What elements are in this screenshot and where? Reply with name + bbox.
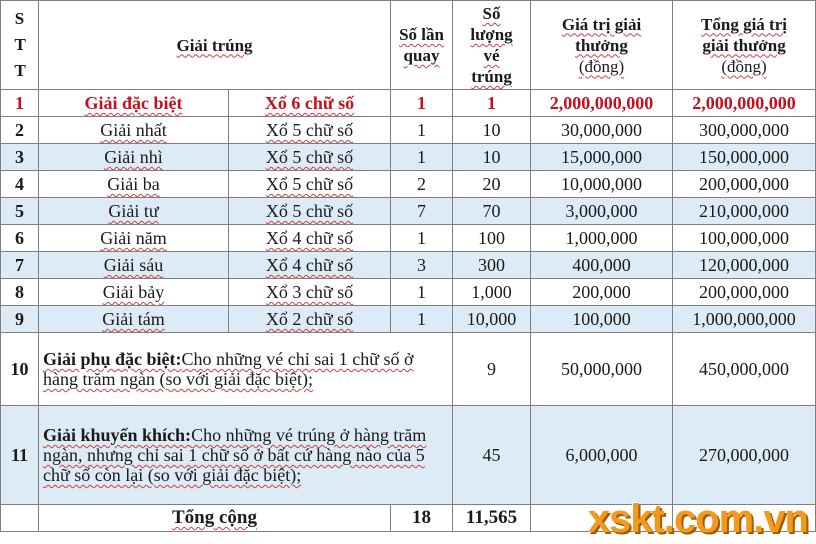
cell-type bbox=[229, 90, 391, 117]
cell-prize-text: Giải năm bbox=[100, 228, 167, 248]
cell-value bbox=[531, 117, 673, 144]
cell-stt-text: 3 bbox=[15, 147, 24, 167]
cell-draws bbox=[391, 279, 453, 306]
cell-prize bbox=[39, 90, 229, 117]
cell-prize bbox=[39, 306, 229, 333]
cell-stt-text: 7 bbox=[15, 255, 24, 275]
cell-prize bbox=[39, 171, 229, 198]
cell-draws bbox=[391, 144, 453, 171]
cell-type-text: Xổ 3 chữ số bbox=[265, 282, 354, 302]
cell-type bbox=[229, 117, 391, 144]
cell-stt-text: 9 bbox=[15, 309, 24, 329]
cell-total-label bbox=[39, 505, 391, 532]
cell-total-text: 1,000,000,000 bbox=[692, 309, 796, 329]
cell-prize bbox=[39, 117, 229, 144]
table-row bbox=[1, 252, 816, 279]
cell-value-text: 1,000,000 bbox=[565, 228, 638, 248]
cell-tickets bbox=[453, 171, 531, 198]
cell-draws bbox=[391, 117, 453, 144]
cell-type-text: Xổ 5 chữ số bbox=[265, 147, 354, 167]
table-row bbox=[1, 117, 816, 144]
cell-tickets-text: 300 bbox=[478, 255, 506, 275]
cell-tickets bbox=[453, 252, 531, 279]
header-value: Giá trị giải thưởng (đồng) bbox=[531, 1, 673, 90]
table-row-row11 bbox=[1, 406, 816, 505]
cell-type bbox=[229, 279, 391, 306]
cell-stt-text: 11 bbox=[10, 445, 28, 465]
cell-tickets bbox=[453, 198, 531, 225]
cell-prize-text: Giải tám bbox=[102, 309, 165, 329]
cell-total bbox=[673, 198, 816, 225]
cell-type-text: Xổ 2 chữ số bbox=[265, 309, 354, 329]
cell-stt-text: 6 bbox=[15, 228, 24, 248]
cell-draws bbox=[391, 225, 453, 252]
cell-value bbox=[531, 171, 673, 198]
cell-prize-text: Giải nhất bbox=[100, 120, 167, 140]
cell-total bbox=[673, 225, 816, 252]
cell-prize-text: Giải đặc biệt bbox=[84, 93, 183, 113]
cell-stt bbox=[1, 225, 39, 252]
cell-tickets-text: 45 bbox=[482, 445, 501, 465]
cell-draws bbox=[391, 90, 453, 117]
cell-total-text: 120,000,000 bbox=[699, 255, 790, 275]
description-title: Giải khuyến khích: bbox=[43, 425, 192, 445]
cell-stt-text: 4 bbox=[15, 174, 24, 194]
cell-total bbox=[673, 171, 816, 198]
cell-draws-text: 1 bbox=[417, 309, 427, 329]
cell-value bbox=[531, 90, 673, 117]
cell-description bbox=[39, 333, 453, 406]
cell-value-text: 200,000 bbox=[572, 282, 631, 302]
cell-total-text: 300,000,000 bbox=[699, 120, 790, 140]
cell-total-text: 150,000,000 bbox=[699, 147, 790, 167]
cell-draws bbox=[391, 252, 453, 279]
cell-draws bbox=[391, 198, 453, 225]
cell-tickets bbox=[453, 505, 531, 532]
cell-tickets-text: 20 bbox=[482, 174, 501, 194]
cell-total-text: 270,000,000 bbox=[699, 445, 790, 465]
cell-draws-text: 7 bbox=[417, 201, 427, 221]
cell-type-text: Xổ 5 chữ số bbox=[265, 120, 354, 140]
cell-total bbox=[673, 406, 816, 505]
cell-draws-text: 18 bbox=[412, 507, 432, 528]
header-prize: Giải trúng bbox=[39, 1, 391, 90]
cell-tickets-text: 100 bbox=[478, 228, 506, 248]
cell-type-text: Xổ 4 chữ số bbox=[265, 255, 354, 275]
cell-prize bbox=[39, 144, 229, 171]
cell-type bbox=[229, 198, 391, 225]
cell-tickets bbox=[453, 144, 531, 171]
cell-value-text: 6,000,000 bbox=[565, 445, 638, 465]
cell-total-text: 200,000,000 bbox=[699, 282, 790, 302]
cell-prize-text: Giải ba bbox=[107, 174, 160, 194]
cell-stt bbox=[1, 117, 39, 144]
header-row bbox=[1, 1, 816, 90]
table-row bbox=[1, 306, 816, 333]
cell-stt-text: 10 bbox=[10, 359, 29, 379]
cell-stt-text: 2 bbox=[15, 120, 24, 140]
cell-tickets bbox=[453, 117, 531, 144]
cell-total bbox=[673, 252, 816, 279]
cell-stt bbox=[1, 144, 39, 171]
cell-tickets bbox=[453, 333, 531, 406]
cell-stt-text: 1 bbox=[15, 93, 24, 113]
cell-value bbox=[531, 306, 673, 333]
cell-stt bbox=[1, 171, 39, 198]
header-draws: Số lần quay bbox=[391, 1, 453, 90]
cell-total bbox=[673, 90, 816, 117]
cell-type bbox=[229, 171, 391, 198]
cell-prize-text: Giải nhì bbox=[104, 147, 163, 167]
cell-stt bbox=[1, 306, 39, 333]
cell-draws bbox=[391, 505, 453, 532]
watermark-logo: xskt.com.vn bbox=[587, 497, 808, 541]
cell-prize bbox=[39, 225, 229, 252]
cell-draws-text: 3 bbox=[417, 255, 427, 275]
table-row bbox=[1, 279, 816, 306]
cell-type-text: Xổ 4 chữ số bbox=[265, 228, 354, 248]
cell-value-text: 100,000 bbox=[572, 309, 631, 329]
cell-prize-text: Giải tư bbox=[108, 201, 159, 221]
cell-tickets bbox=[453, 306, 531, 333]
cell-value-text: 3,000,000 bbox=[565, 201, 638, 221]
table-row bbox=[1, 90, 816, 117]
cell-value bbox=[531, 406, 673, 505]
cell-total bbox=[673, 333, 816, 406]
cell-prize bbox=[39, 279, 229, 306]
cell-stt bbox=[1, 90, 39, 117]
cell-tickets bbox=[453, 406, 531, 505]
cell-value bbox=[531, 333, 673, 406]
cell-type-text: Xổ 6 chữ số bbox=[264, 93, 355, 113]
cell-stt bbox=[1, 198, 39, 225]
cell-total-text: 2,000,000,000 bbox=[692, 93, 796, 113]
cell-type bbox=[229, 225, 391, 252]
cell-prize bbox=[39, 252, 229, 279]
cell-draws-text: 1 bbox=[417, 147, 427, 167]
cell-prize-text: Giải sáu bbox=[103, 255, 164, 275]
cell-value bbox=[531, 225, 673, 252]
description-text: Cho những vé chỉ sai 1 chữ số ở hàng trăm ngàn (so với giải đặc biệt); bbox=[43, 349, 414, 389]
table-row bbox=[1, 171, 816, 198]
cell-type-text: Xổ 5 chữ số bbox=[265, 174, 354, 194]
cell-stt bbox=[1, 252, 39, 279]
cell-value-text: 15,000,000 bbox=[561, 147, 643, 167]
cell-draws-text: 2 bbox=[417, 174, 427, 194]
cell-stt bbox=[1, 505, 39, 532]
cell-total bbox=[673, 279, 816, 306]
header-tickets: Số lượng vé trúng bbox=[453, 1, 531, 90]
cell-tickets-text: 10,000 bbox=[466, 309, 517, 329]
table-row bbox=[1, 144, 816, 171]
cell-value bbox=[531, 252, 673, 279]
cell-tickets-text: 70 bbox=[482, 201, 501, 221]
cell-total-text: 210,000,000 bbox=[699, 201, 790, 221]
cell-total bbox=[673, 144, 816, 171]
cell-draws bbox=[391, 171, 453, 198]
cell-total-text: 200,000,000 bbox=[699, 174, 790, 194]
cell-total bbox=[673, 306, 816, 333]
cell-total-label-text: Tổng cộng bbox=[172, 507, 257, 528]
cell-tickets-text: 10 bbox=[482, 120, 501, 140]
header-stt: STT bbox=[1, 1, 39, 90]
header-total: Tổng giá trị giải thưởng (đồng) bbox=[673, 1, 816, 90]
cell-value bbox=[531, 144, 673, 171]
cell-value-text: 2,000,000,000 bbox=[549, 93, 654, 113]
cell-tickets bbox=[453, 90, 531, 117]
description-title: Giải phụ đặc biệt: bbox=[43, 349, 182, 369]
cell-stt bbox=[1, 406, 39, 505]
cell-value bbox=[531, 198, 673, 225]
cell-tickets bbox=[453, 225, 531, 252]
cell-stt bbox=[1, 333, 39, 406]
cell-value bbox=[531, 279, 673, 306]
cell-stt-text: 5 bbox=[15, 201, 24, 221]
cell-value-text: 10,000,000 bbox=[561, 174, 643, 194]
cell-value-text: 30,000,000 bbox=[561, 120, 643, 140]
cell-total bbox=[673, 117, 816, 144]
cell-value-text: 400,000 bbox=[572, 255, 631, 275]
cell-tickets-text: 11,565 bbox=[465, 507, 518, 528]
cell-type bbox=[229, 252, 391, 279]
cell-tickets-text: 9 bbox=[487, 359, 497, 379]
table-row bbox=[1, 225, 816, 252]
cell-draws-text: 1 bbox=[417, 93, 427, 113]
cell-tickets-text: 1,000 bbox=[471, 282, 512, 302]
description-text: Cho những vé trúng ở hàng trăm ngàn, nhưng chỉ sai 1 chữ số ở bất cứ hàng nào của 5 chữ số còn lại (so với giải đặc biệt); bbox=[43, 425, 427, 485]
cell-draws-text: 1 bbox=[417, 282, 427, 302]
cell-type-text: Xổ 5 chữ số bbox=[265, 201, 354, 221]
cell-stt bbox=[1, 279, 39, 306]
cell-prize bbox=[39, 198, 229, 225]
cell-total-text: 450,000,000 bbox=[699, 359, 790, 379]
table-row-row10 bbox=[1, 333, 816, 406]
cell-type bbox=[229, 144, 391, 171]
cell-stt-text: 8 bbox=[15, 282, 24, 302]
cell-prize-text: Giải bảy bbox=[102, 282, 165, 302]
cell-draws bbox=[391, 306, 453, 333]
cell-total-text: 100,000,000 bbox=[699, 228, 790, 248]
cell-value-text: 50,000,000 bbox=[561, 359, 643, 379]
cell-draws-text: 1 bbox=[417, 228, 427, 248]
cell-tickets bbox=[453, 279, 531, 306]
cell-description bbox=[39, 406, 453, 505]
table-row bbox=[1, 198, 816, 225]
cell-draws-text: 1 bbox=[417, 120, 427, 140]
cell-tickets-text: 1 bbox=[487, 93, 497, 113]
cell-type bbox=[229, 306, 391, 333]
cell-tickets-text: 10 bbox=[482, 147, 501, 167]
